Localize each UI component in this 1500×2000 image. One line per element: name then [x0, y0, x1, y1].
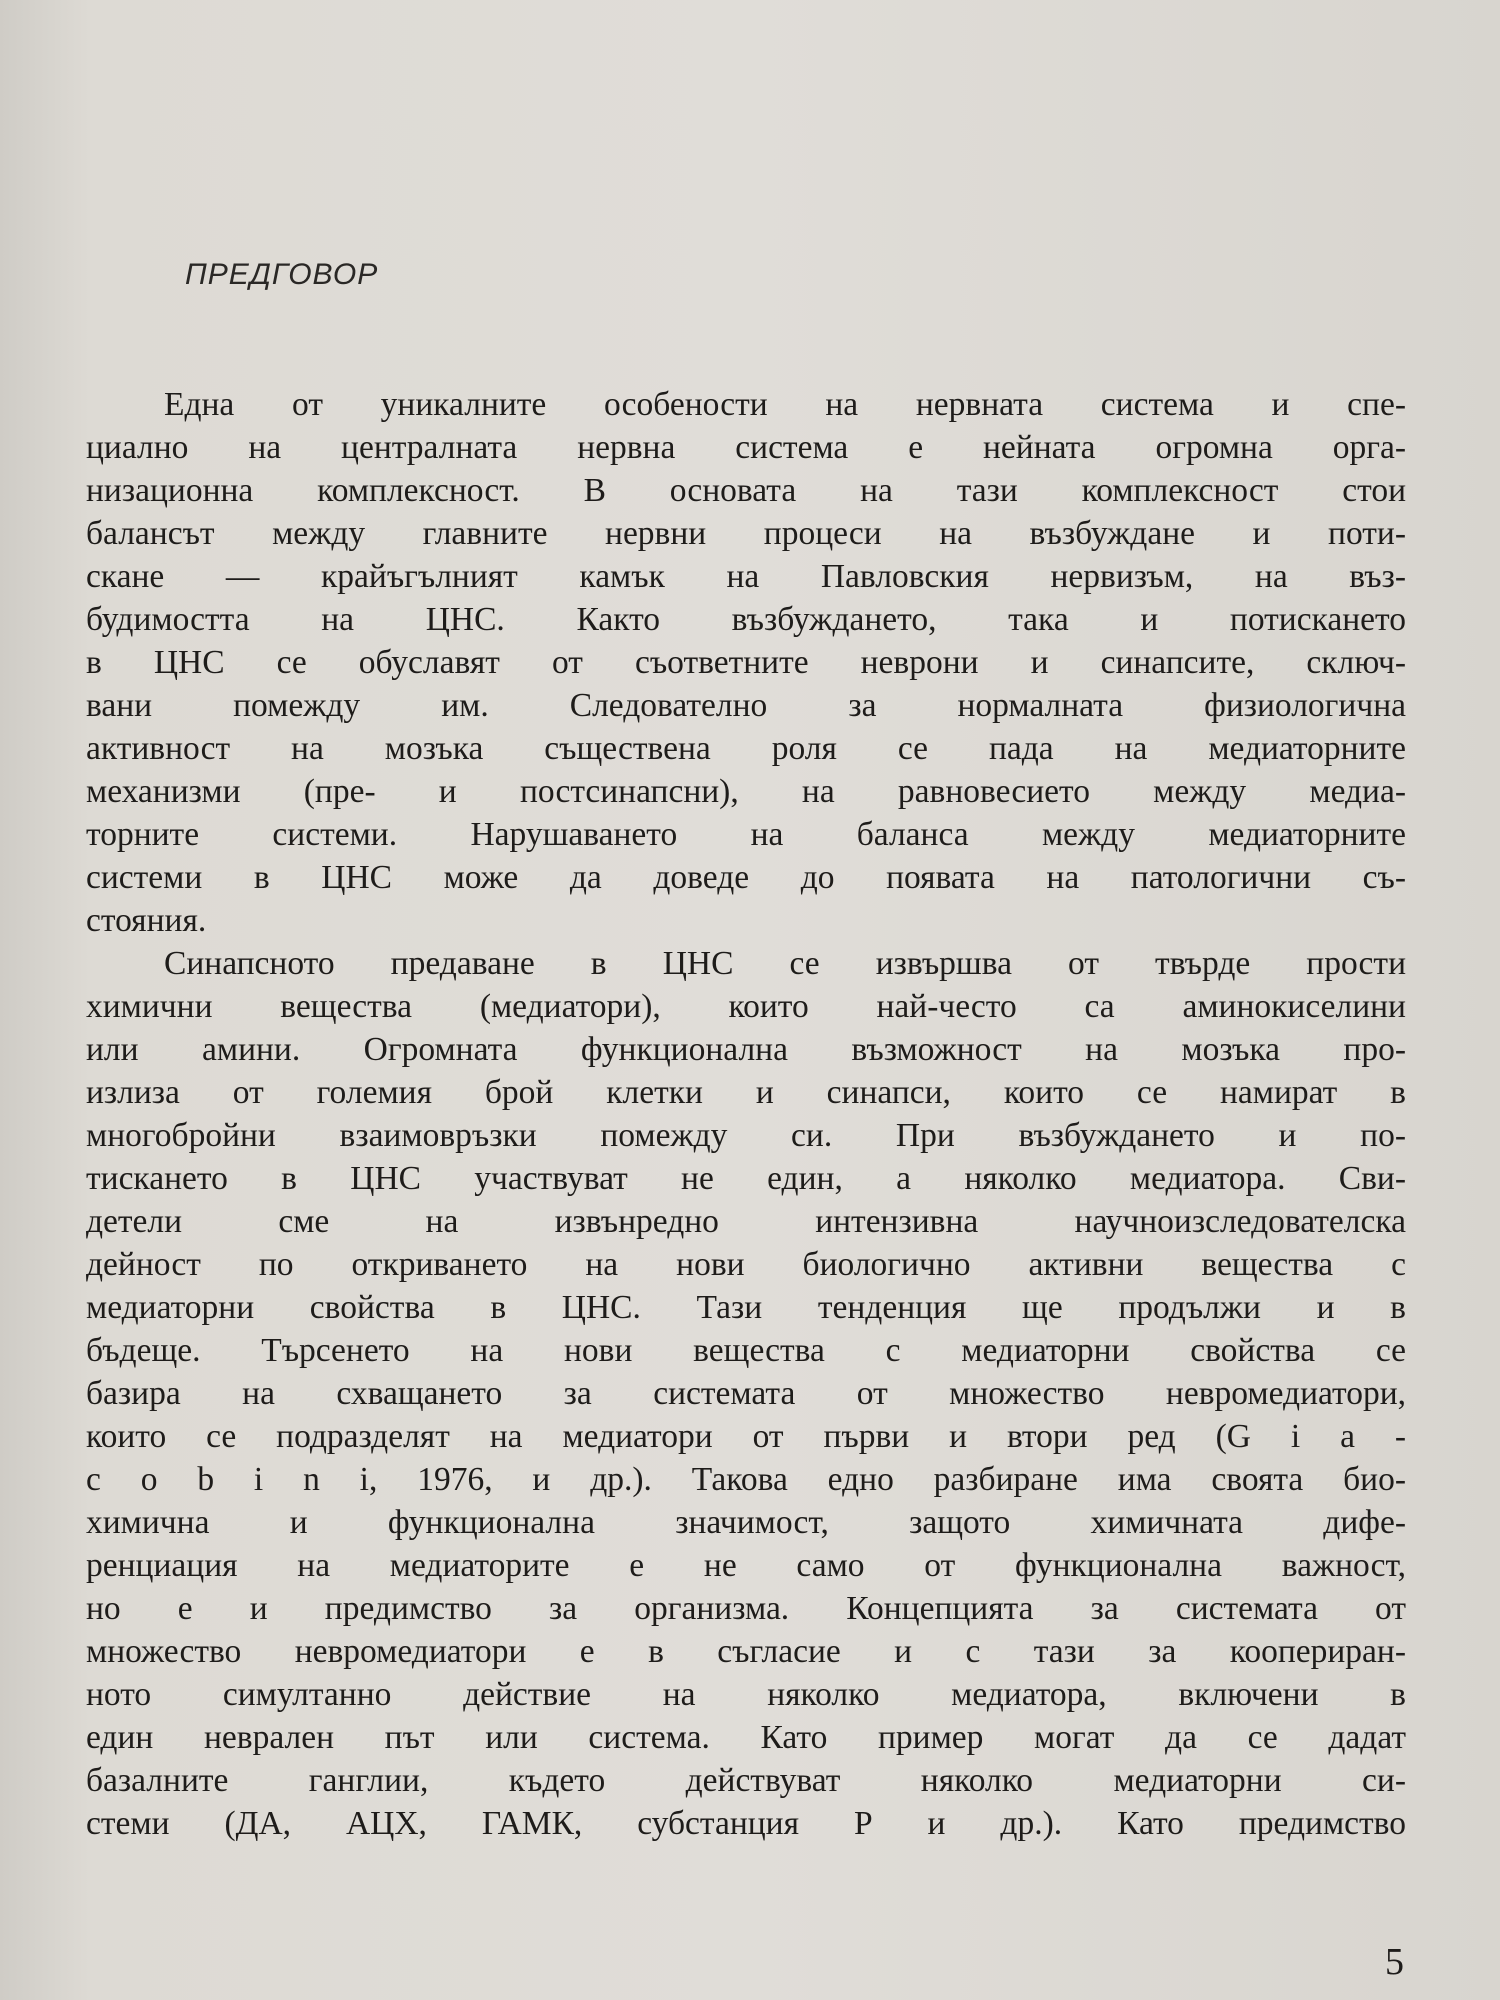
text-line: Една от уникалните особености на нервната система и спе- [164, 386, 1406, 423]
text-line: Синапсното предаване в ЦНС се извършва от твърде прости [164, 945, 1406, 982]
text-line: стеми (ДА, АЦХ, ГАМК, субстанция Р и др.). Като предимство [86, 1805, 1406, 1842]
body-text [86, 383, 1406, 1845]
text-line: множество невромедиатори е в съгласие и с тази за коопериран- [86, 1633, 1406, 1670]
text-line: но е и предимство за организма. Концепцията за системата от [86, 1590, 1406, 1627]
text-line: скане — крайъгълният камък на Павловския нервизъм, на въз- [86, 558, 1406, 595]
text-line: дейност по откриването на нови биологично активни вещества с [86, 1246, 1406, 1283]
text-line: които се подразделят на медиатори от първи и втори ред (G i a - [86, 1418, 1406, 1455]
text-line: балансът между главните нервни процеси на възбуждане и поти- [86, 515, 1406, 552]
text-line: многобройни взаимовръзки помежду си. При възбуждането и по- [86, 1117, 1406, 1154]
text-line: c o b i n i, 1976, и др.). Такова едно разбиране има своята био- [86, 1461, 1406, 1498]
text-line: в ЦНС се обуславят от съответните неврони и синапсите, сключ- [86, 644, 1406, 681]
text-line: бъдеще. Търсенето на нови вещества с медиаторни свойства се [86, 1332, 1406, 1369]
text-line: ренциация на медиаторите е не само от функционална важност, [86, 1547, 1406, 1584]
text-line: циално на централната нервна система е нейната огромна орга- [86, 429, 1406, 466]
text-line: базалните ганглии, където действуват няколко медиаторни си- [86, 1762, 1406, 1799]
text-line: системи в ЦНС може да доведе до появата на патологични съ- [86, 859, 1406, 896]
text-line: детели сме на извънредно интензивна научноизследователска [86, 1203, 1406, 1240]
text-line: медиаторни свойства в ЦНС. Тази тенденция ще продължи и в [86, 1289, 1406, 1326]
text-line: ното симултанно действие на няколко медиатора, включени в [86, 1676, 1406, 1713]
text-line: вани помежду им. Следователно за нормалната физиологична [86, 687, 1406, 724]
text-line: механизми (пре- и постсинапсни), на равновесието между медиа- [86, 773, 1406, 810]
text-line: тискането в ЦНС участвуват не един, а няколко медиатора. Сви- [86, 1160, 1406, 1197]
text-line: един неврален път или система. Като пример могат да се дадат [86, 1719, 1406, 1756]
text-line: химични вещества (медиатори), които най-често са аминокиселини [86, 988, 1406, 1025]
text-line: стояния. [86, 902, 207, 939]
text-line: активност на мозъка съществена роля се пада на медиаторните [86, 730, 1406, 767]
text-line: будимостта на ЦНС. Както възбуждането, така и потискането [86, 601, 1406, 638]
text-line: низационна комплексност. В основата на тази комплексност стои [86, 472, 1406, 509]
text-line: базира на схващането за системата от множество невромедиатори, [86, 1375, 1406, 1412]
page-heading: ПРЕДГОВОР [185, 258, 379, 291]
text-line: торните системи. Нарушаването на баланса между медиаторните [86, 816, 1406, 853]
text-line: химична и функционална значимост, защото химичната дифе- [86, 1504, 1406, 1541]
text-line: или амини. Огромната функционална възможност на мозъка про- [86, 1031, 1406, 1068]
page-number: 5 [1385, 1941, 1404, 1983]
text-line: излиза от големия брой клетки и синапси, които се намират в [86, 1074, 1406, 1111]
